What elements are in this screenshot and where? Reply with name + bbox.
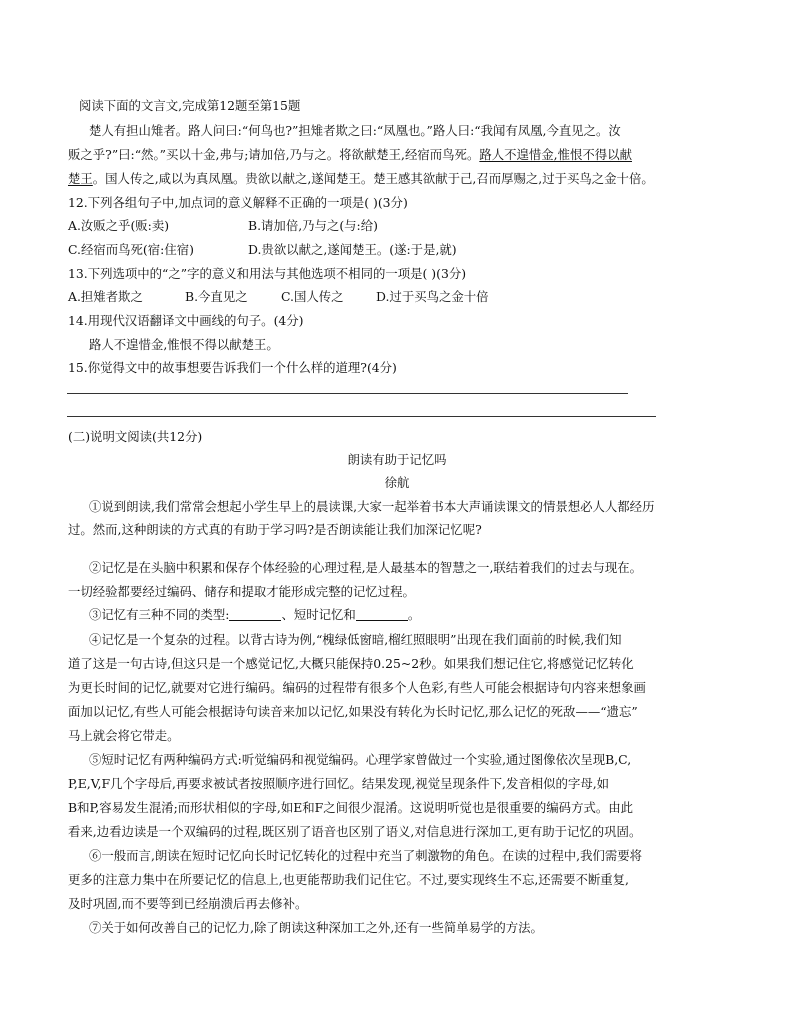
paragraph-line: 一切经验都要经过编码、储存和提取才能形成完整的记忆过程。 <box>68 584 415 599</box>
classical-intro: 阅读下面的文言文,完成第12题至第15题 <box>79 98 301 113</box>
option-a: A.担雉者欺之 <box>68 289 143 304</box>
paragraph-line: ⑥一般而言,朗读在短时记忆向长时记忆转化的过程中充当了刺激物的角色。在读的过程中,我们需要将 <box>89 848 643 863</box>
underlined-sentence: 楚王 <box>68 171 93 186</box>
option-b: B.请加倍,乃与之(与:给) <box>248 218 378 233</box>
paragraph-line: B和P,容易发生混淆;而形状相似的字母,如E和F之间很少混淆。这说明听觉也是很重要的编码方式。由此 <box>68 800 634 815</box>
article-author: 徐航 <box>384 475 410 490</box>
underlined-sentence: 路人不遑惜金,惟恨不得以献 <box>479 147 632 162</box>
paragraph-line: ⑤短时记忆有两种编码方式:听觉编码和视觉编码。心理学家曾做过一个实验,通过图像依次呈现B,C, <box>89 752 632 767</box>
option-c: C.国人传之 <box>281 289 344 304</box>
question-12-stem: 12.下列各组句子中,加点词的意义解释不正确的一项是( )(3分) <box>68 195 408 210</box>
paragraph-line: 更多的注意力集中在所要记忆的信息上,也更能帮助我们记住它。不过,要实现终生不忘,还需要不断重复, <box>68 872 629 887</box>
paragraph-line: P,E,V,F几个字母后,再要求被试者按照顺序进行回忆。结果发现,视觉呈现条件下,发音相似的字母,如 <box>68 776 610 791</box>
paragraph-line: ①说到朗读,我们常常会想起小学生早上的晨读课,大家一起举着书本大声诵读课文的情景想必人人都经历 <box>89 499 655 514</box>
paragraph-line: ④记忆是一个复杂的过程。以背古诗为例,“槐绿低窗暗,榴红照眼明”出现在我们面前的时候,我们知 <box>89 632 622 647</box>
classical-text-line: 贩之乎?”曰:“然。”买以十金,弗与;请加倍,乃与之。将欲献楚王,经宿而鸟死。路人不遑惜金,惟恨不得以献 <box>68 147 632 162</box>
question-14-quote: 路人不遑惜金,惟恨不得以献楚王。 <box>89 337 279 352</box>
article-title: 朗读有助于记忆吗 <box>347 452 447 467</box>
paragraph-line: ②记忆是在头脑中积累和保存个体经验的心理过程,是人最基本的智慧之一,联结着我们的过去与现在。 <box>89 560 643 575</box>
answer-line <box>67 416 656 417</box>
section-heading: (二)说明文阅读(共12分) <box>68 429 203 444</box>
classical-text-line: 楚人有担山雉者。路人问曰:“何鸟也?”担雉者欺之曰:“凤凰也。”路人曰:“我闻有凤凰,今直见之。汝 <box>89 123 621 138</box>
paragraph-line: ⑦关于如何改善自己的记忆力,除了朗读这种深加工之外,还有一些简单易学的方法。 <box>89 920 543 935</box>
option-d: D.过于买鸟之金十倍 <box>376 289 489 304</box>
question-12-options-row <box>68 217 378 235</box>
question-15-stem: 15.你觉得文中的故事想要告诉我们一个什么样的道理?(4分) <box>68 360 397 375</box>
answer-line <box>67 393 628 394</box>
question-14-stem: 14.用现代汉语翻译文中画线的句子。(4分) <box>68 313 304 328</box>
paragraph-line: 马上就会将它带走。 <box>68 728 180 743</box>
question-13-stem: 13.下列选项中的“之”字的意义和用法与其他选项不相同的一项是( )(3分) <box>68 266 467 281</box>
paragraph-line: 面加以记忆,有些人可能会根据诗句读音来加以记忆,如果没有转化为长时记忆,那么记忆的死敌——“遗忘” <box>68 704 638 719</box>
classical-text-line: 楚王。国人传之,咸以为真凤凰。贵欲以献之,遂闻楚王。楚王感其欲献于己,召而厚赐之,过于买鸟之金十倍。 <box>68 171 654 186</box>
fill-blank <box>229 608 281 621</box>
paragraph-line: 为更长时间的记忆,就要对它进行编码。编码的过程带有很多个人色彩,有些人可能会根据诗句内容来想象画 <box>68 680 646 695</box>
fill-blank <box>356 608 408 621</box>
paragraph-line: 及时巩固,而不要等到已经崩溃后再去修补。 <box>68 896 308 911</box>
paragraph-line: 过。然而,这种朗读的方式真的有助于学习吗?是否朗读能让我们加深记忆呢? <box>68 522 482 537</box>
paragraph-line: 看来,边看边读是一个双编码的过程,既区别了语音也区别了语义,对信息进行深加工,更有助于记忆的巩固。 <box>68 824 642 839</box>
paragraph-line-with-blanks: ③记忆有三种不同的类型: 、短时记忆和 。 <box>89 607 421 622</box>
paragraph-line: 道了这是一句古诗,但这只是一个感觉记忆,大概只能保持0.25~2秒。如果我们想记住它,将感觉记忆转化 <box>68 656 634 671</box>
option-a: A.汝贩之乎(贩:卖) <box>68 218 170 233</box>
option-d: D.贵欲以献之,遂闻楚王。(遂:于是,就) <box>248 242 457 257</box>
question-12-options-row <box>68 241 457 259</box>
option-b: B.今直见之 <box>185 289 248 304</box>
option-c: C.经宿而鸟死(宿:住宿) <box>68 242 194 257</box>
question-13-options-row <box>68 288 489 306</box>
